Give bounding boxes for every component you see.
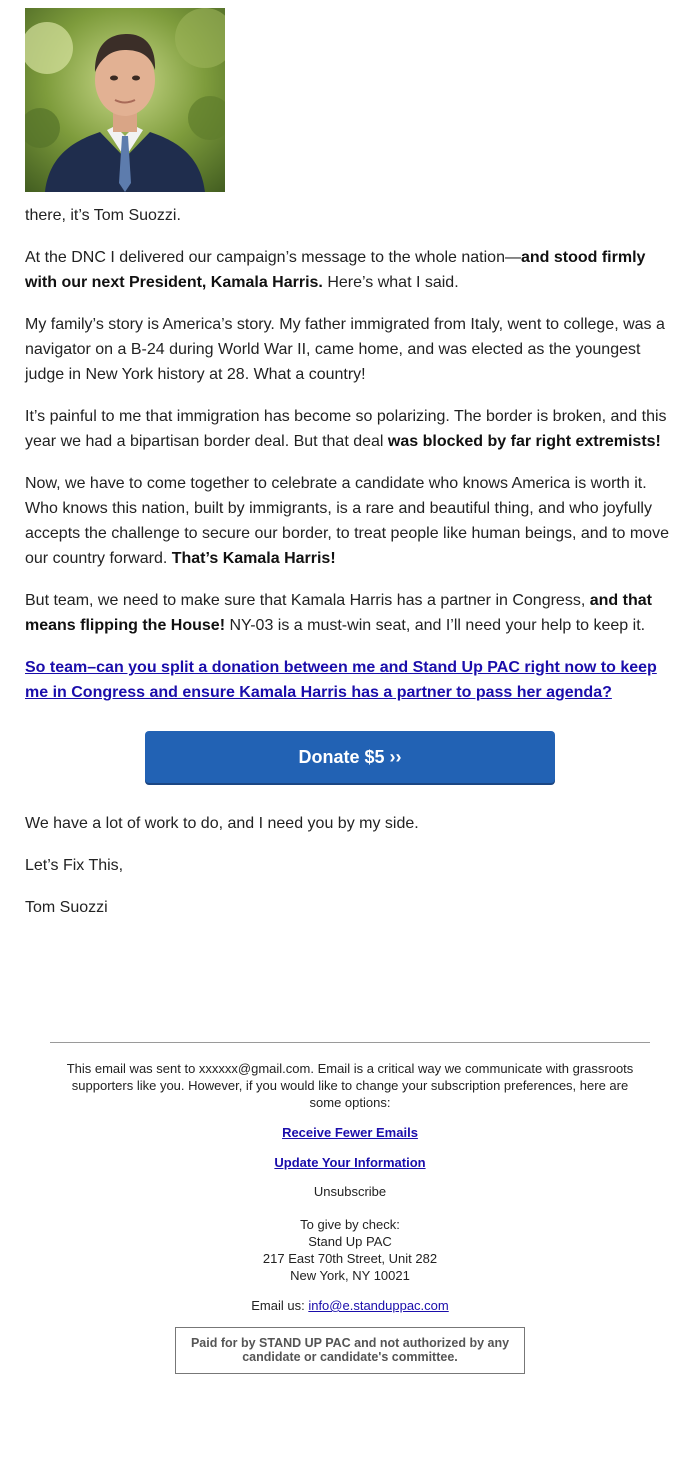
paragraph-candidate: Now, we have to come together to celebrate a candidate who knows America is worth it. Who knows this nation, built by immigrants, is a rare and beautiful thing, and who joyfully accepts the challenge to secure our border, to treat people like human beings, and to move our country forward. That’s Kamala Harris! <box>25 475 669 567</box>
donate-button-row <box>25 731 675 783</box>
paragraph-border: It’s painful to me that immigration has become so polarizing. The border is broken, and this year we had a bipartisan border deal. But that deal was blocked by far right extremists! <box>25 408 667 450</box>
street-address: 217 East 70th Street, Unit 282 <box>262 1251 438 1266</box>
check-address-block <box>50 1216 650 1284</box>
paragraph-family-story: My family’s story is America’s story. My father immigrated from Italy, went to college, was a navigator on a B-24 during World War II, came home, and was elected as the youngest judge in New York history at 28. What a country! <box>25 316 665 383</box>
paragraph-closing: We have a lot of work to do, and I need you by my side. <box>25 815 419 832</box>
contact-email-line: Email us: info@e.standuppac.com <box>251 1298 449 1313</box>
city-state-zip: New York, NY 10021 <box>290 1268 410 1283</box>
unsubscribe-link[interactable]: Unsubscribe <box>313 1184 387 1199</box>
email-body <box>25 203 675 937</box>
paragraph-congress: But team, we need to make sure that Kamala Harris has a partner in Congress, and that means flipping the House! NY-03 is a must-win seat, and I’ll need your help to keep it. <box>25 592 652 634</box>
paid-for-disclaimer: Paid for by STAND UP PAC and not authorized by any candidate or candidate's committee. <box>175 1327 525 1374</box>
org-name: Stand Up PAC <box>308 1234 392 1249</box>
donate-button[interactable]: Donate $5 ›› <box>145 731 555 783</box>
candidate-photo <box>25 8 225 192</box>
receive-fewer-emails-link[interactable]: Receive Fewer Emails <box>282 1125 418 1140</box>
signoff: Let’s Fix This, <box>25 857 124 874</box>
paragraph-dnc: At the DNC I delivered our campaign’s message to the whole nation—and stood firmly with our next President, Kamala Harris. Here’s what I said. <box>25 249 646 291</box>
contact-email-link[interactable]: info@e.standuppac.com <box>308 1298 449 1313</box>
update-information-link[interactable]: Update Your Information <box>274 1155 426 1170</box>
email-footer <box>50 1042 650 1374</box>
footer-intro: This email was sent to xxxxxx@gmail.com. Email is a critical way we communicate with grassroots supporters like you. However, if you would like to change your subscription preferences, here are some options: <box>66 1061 634 1110</box>
greeting: there, it’s Tom Suozzi. <box>25 207 181 224</box>
check-label: To give by check: <box>300 1217 400 1232</box>
donation-ask-link[interactable]: So team–can you split a donation between me and Stand Up PAC right now to keep me in Congress and ensure Kamala Harris has a partner to pass her agenda? <box>25 659 657 701</box>
signature: Tom Suozzi <box>25 899 108 916</box>
